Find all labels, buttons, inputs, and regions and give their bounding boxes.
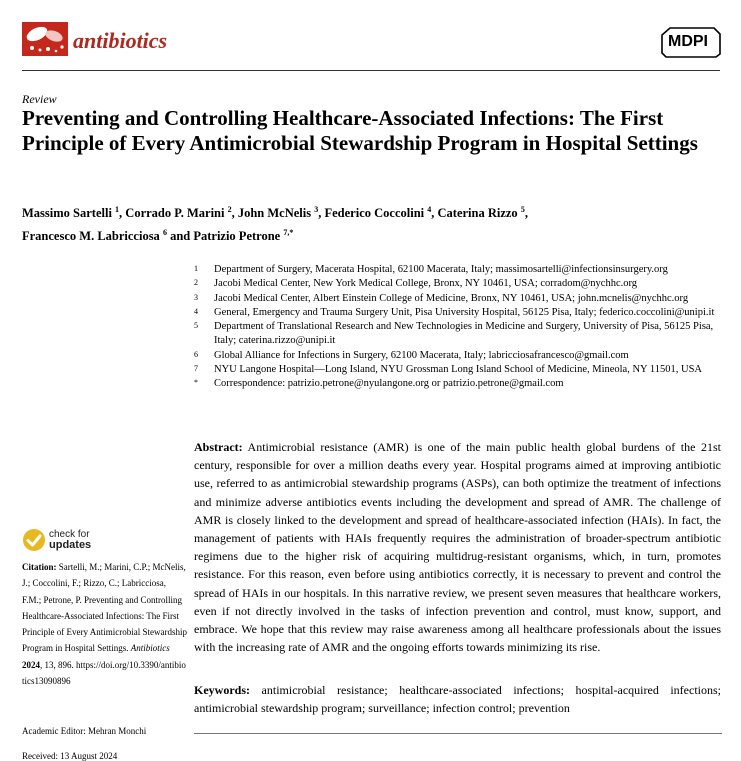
author[interactable]: Patrizio Petrone $^{7,*}$ (193, 228, 294, 244)
citation-journal: Antibiotics (130, 643, 170, 654)
abstract-label: Abstract: (194, 440, 243, 454)
received-date: Received: 13 August 2024 (22, 751, 118, 761)
publisher-name: MDPI (668, 33, 708, 50)
affiliation-item: 2 Jacobi Medical Center, New York Medical College, Bronx, NY 10461, USA; corradom@nychhc.org (194, 278, 638, 290)
correspondence-item: * Correspondence: patrizio.petrone@nyulangone.org or patrizio.petrone@gmail.com (194, 378, 564, 390)
author[interactable]: John McNelis $^3$ (237, 205, 319, 221)
author-list: Massimo Sartelli $^1$, Corrado P. Marini $^2$, John McNelis $^3$, Federico Coccolini $^4$, Caterina Rizzo $^5$, Francesco M. Labricciosa $^6$ and Patrizio Petrone $^{7,*}$ (22, 205, 528, 244)
citation-label: Citation: (22, 562, 57, 572)
affiliation-item: 4 General, Emergency and Trauma Surgery Unit, Pisa University Hospital, 56125 Pisa, Italy; federico.coccolini@unipi.it (194, 306, 715, 318)
affiliation-item: 1 Department of Surgery, Macerata Hospital, 62100 Macerata, Italy; massimosartelli@infectionsinsurgery.org (194, 264, 668, 275)
affiliation-item: 6 Global Alliance for Infections in Surgery, 62100 Macerata, Italy; labricciosafrancesco@gmail.com (194, 349, 629, 361)
citation-doi-link[interactable]: https://doi.org/10.3390/antibiotics13090896 (22, 659, 186, 687)
author[interactable]: Corrado P. Marini $^2$ (125, 205, 232, 221)
abstract-text: Antimicrobial resistance (AMR) is one of the main public health global burdens of the 21st century, responsible for over a million deaths every year. Hospital programs aimed at improving antibiotic use, referred to as antimicrobial stewardship programs (ASPs), can both optimize the treatment of infections and minimize adverse antibiotics events including the development and spread of AMR. The challenge of AMR is closely linked to the development and spread of healthcare-associated infection (HAIs). In fact, the management of patients with HAIs frequently requires the administration of broader-spectrum antibiotic regimens due to the higher risk of acquiring multidrug-resistant organisms, which, in turn, promotes resistance. For this reason, even before using antibiotics correctly, it is necessary to prevent and control the spread of HAIs in our hospitals. In this narrative review, we present seven measures that healthcare workers, even if not directly involved in the tasks of infection prevention and control, must know, support, and embrace. We hope that this review may raise awareness among all healthcare professionals about the issues with the increasing rate of AMR and the ongoing efforts towards minimizing its rise. (194, 440, 722, 655)
academic-editor: Academic Editor: Mehran Monchi (22, 726, 147, 736)
citation-block (22, 559, 187, 689)
abstract-divider (194, 733, 722, 734)
article-title: Preventing and Controlling Healthcare-Associated Infections: The First Principle of Every Antimicrobial Stewardship Program in Hospital Settings (22, 106, 698, 155)
author[interactable]: Massimo Sartelli $^1$ (22, 205, 120, 221)
keywords-text: antimicrobial resistance; healthcare-associated infections; hospital-acquired infections; antimicrobial stewardship program; surveillance; infection control; prevention (194, 683, 721, 715)
citation-text: Sartelli, M.; Marini, C.P.; McNelis, J.; Coccolini, F.; Rizzo, C.; Labricciosa, F.M.; Petrone, P. Preventing and Controlling Healthcare-Associated Infections: The First Principle of Every Antimicrobial Stewardship Program in Hospital Settings. (22, 562, 187, 654)
check-for-updates-icon[interactable] (22, 528, 46, 552)
affiliation-item: 5 Department of Translational Research and New Technologies in Medicine and Surgery, University of Pisa, 56125 Pisa, Italy; caterina.rizzo@unipi.it (194, 321, 714, 347)
author[interactable]: Federico Coccolini $^4$ (324, 205, 432, 221)
journal-logo-icon (22, 22, 68, 56)
author[interactable]: Caterina Rizzo $^5$ (437, 205, 525, 221)
author[interactable]: Francesco M. Labricciosa $^6$ (22, 228, 167, 244)
abstract (194, 438, 721, 656)
journal-name[interactable]: antibiotics (73, 28, 168, 53)
affiliation-item: 7 NYU Langone Hospital—Long Island, NYU Grossman Long Island School of Medicine, Mineola, NY 11501, USA (194, 364, 702, 376)
affiliation-item: 3 Jacobi Medical Center, Albert Einstein College of Medicine, Bronx, NY 10461, USA; john.mcnelis@nychhc.org (194, 292, 689, 304)
keywords (194, 681, 721, 717)
check-for-updates-button[interactable]: check for updates (49, 529, 92, 551)
citation-year: 2024 (22, 659, 40, 670)
affiliations-list (194, 263, 724, 392)
keywords-label: Keywords: (194, 683, 250, 697)
article-type: Review (22, 92, 57, 106)
header-divider (22, 70, 720, 71)
citation-volume: , 13, 896. (40, 659, 74, 670)
